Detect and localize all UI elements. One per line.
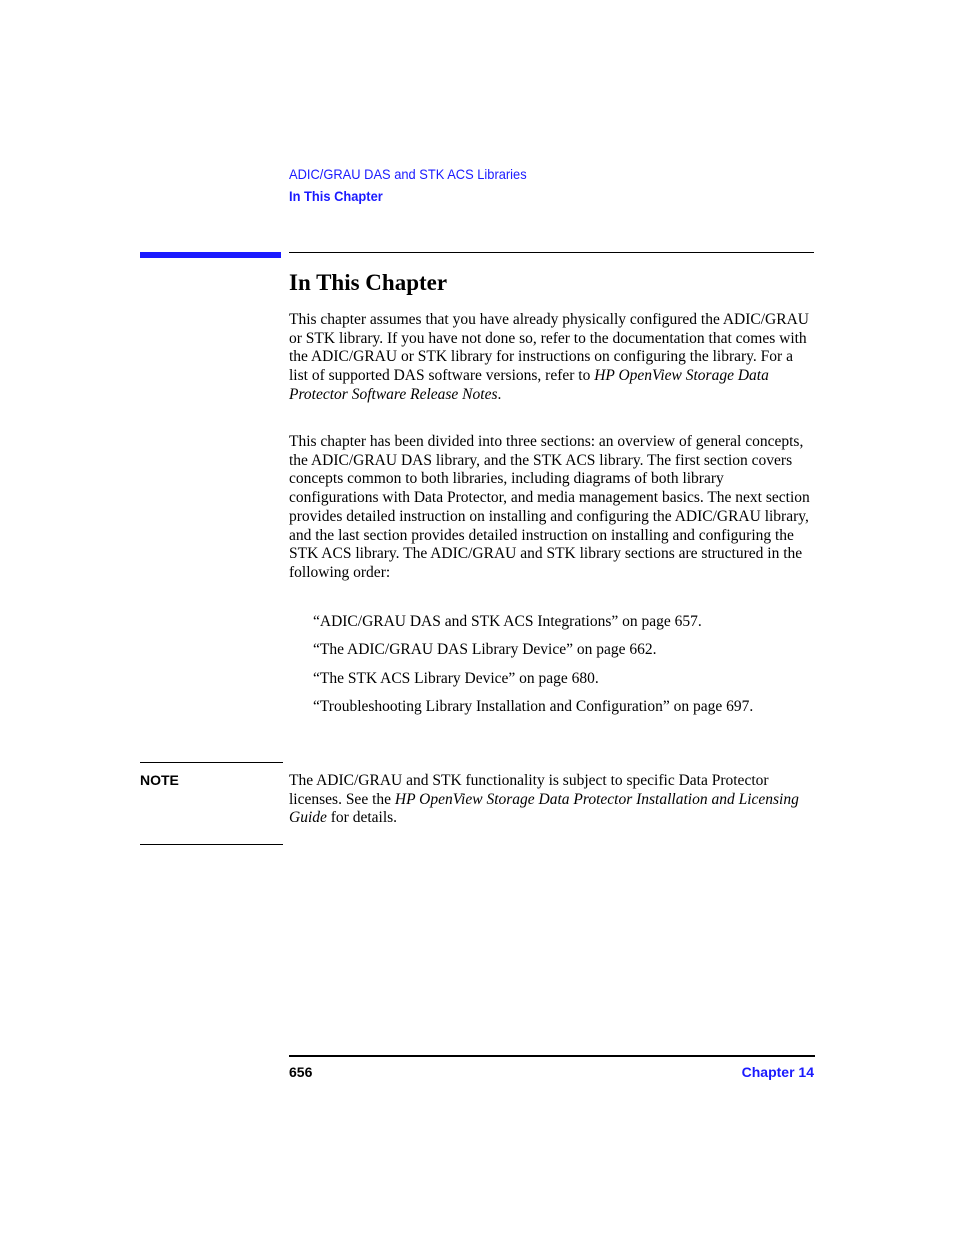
- cross-reference-4[interactable]: “Troubleshooting Library Installation and Configuration” on page 697.: [313, 698, 754, 715]
- section-top-rule: [289, 252, 814, 253]
- page-number: 656: [289, 1064, 313, 1080]
- note-top-rule: [140, 762, 283, 763]
- running-header-title: ADIC/GRAU DAS and STK ACS Libraries: [289, 166, 527, 182]
- intro-paragraph-text: This chapter assumes that you have already physically configured the ADIC/GRAU or STK library. If you have not done so, refer to the documentation that comes with the ADIC/GRAU or STK library for instructions on configuring the library. For a list of supported DAS software versions, refer to: [289, 311, 809, 385]
- intro-paragraph: [289, 311, 814, 405]
- cross-reference-2[interactable]: “The ADIC/GRAU DAS Library Device” on page 662.: [313, 641, 657, 658]
- structure-paragraph: This chapter has been divided into three sections: an overview of general concepts, the ADIC/GRAU DAS library, and the STK ACS library. The first section covers concepts common to both libraries, including diagrams of both library configurations with Data Protector, and media management basics. The next section provides detailed instruction on installing and configuring the ADIC/GRAU library, and the last section provides detailed instruction on installing and configuring the STK ACS library. The ADIC/GRAU and STK library sections are structured in the following order:: [289, 433, 810, 581]
- intro-paragraph-tail: .: [497, 385, 502, 403]
- footer-chapter-label: Chapter 14: [741, 1064, 814, 1080]
- page-title: In This Chapter: [289, 270, 448, 295]
- footer-rule: [289, 1055, 815, 1057]
- release-notes-reference: HP OpenView Storage Data Protector Software Release Notes: [289, 367, 769, 403]
- installation-guide-reference: HP OpenView Storage Data Protector Installation and Licensing Guide: [289, 790, 799, 827]
- section-accent-bar: [140, 252, 281, 258]
- note-text: [289, 772, 814, 828]
- cross-reference-3[interactable]: “The STK ACS Library Device” on page 680.: [313, 670, 599, 687]
- running-header-section: In This Chapter: [289, 188, 383, 204]
- note-text-end: for details.: [326, 809, 398, 827]
- note-bottom-rule: [140, 844, 283, 845]
- note-text-start: The ADIC/GRAU and STK functionality is subject to specific Data Protector licenses. See the: [289, 772, 769, 808]
- cross-reference-1[interactable]: “ADIC/GRAU DAS and STK ACS Integrations” on page 657.: [313, 613, 702, 630]
- note-label: NOTE: [140, 772, 179, 788]
